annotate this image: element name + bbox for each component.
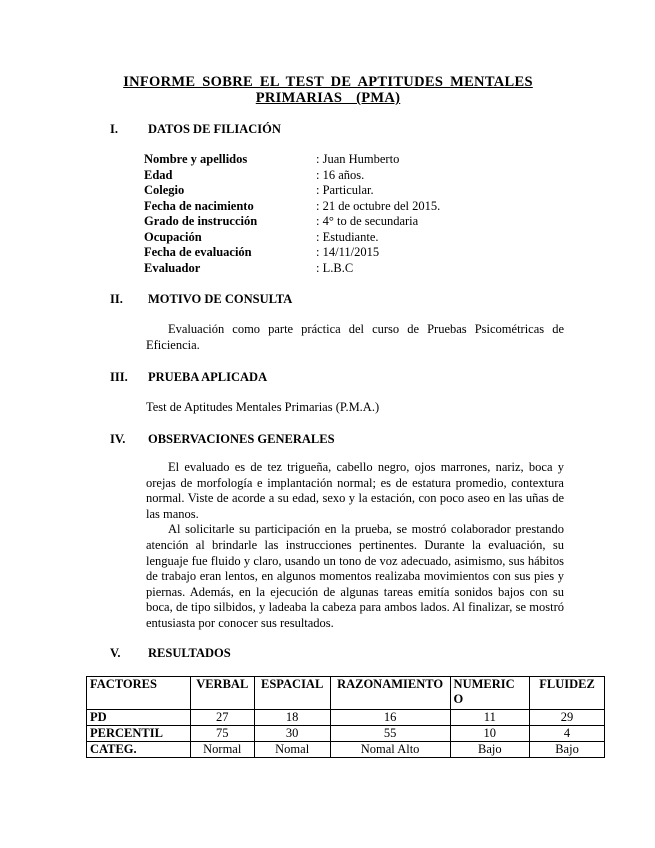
filiacion-value: : 16 años. <box>316 167 365 182</box>
header-factores: FACTORES <box>87 677 191 710</box>
results-table <box>86 676 605 758</box>
cell-value: 55 <box>330 726 450 742</box>
filiacion-label: Fecha de nacimiento <box>144 198 254 213</box>
cell-value: 29 <box>530 710 605 726</box>
cell-value: Nomal Alto <box>330 742 450 758</box>
section-title: OBSERVACIONES GENERALES <box>148 432 335 446</box>
section-heading-filiacion <box>110 122 281 137</box>
cell-value: 11 <box>450 710 530 726</box>
section-number: I. <box>110 122 118 136</box>
section-title: RESULTADOS <box>148 646 231 660</box>
cell-value: Bajo <box>530 742 605 758</box>
filiacion-label: Ocupación <box>144 229 202 244</box>
filiacion-label: Nombre y apellidos <box>144 152 248 166</box>
report-title <box>100 74 556 106</box>
report-title-line-1: INFORME SOBRE EL TEST DE APTITUDES MENTALES <box>123 74 533 90</box>
filiacion-value: : 4° to de secundaria <box>316 214 419 228</box>
section-number: V. <box>110 646 121 660</box>
row-label: PERCENTIL <box>87 726 191 742</box>
filiacion-row <box>144 199 440 215</box>
row-label: CATEG. <box>87 742 191 758</box>
observaciones-text <box>146 460 564 632</box>
filiacion-row <box>144 214 440 230</box>
motivo-paragraph: Evaluación como parte práctica del curso de Pruebas Psicométricas de Eficiencia. <box>146 322 564 352</box>
filiacion-row <box>144 152 440 168</box>
header-numerico: NUMERIC O <box>450 677 530 710</box>
filiacion-label: Colegio <box>144 183 185 197</box>
filiacion-value: : Estudiante. <box>316 229 379 244</box>
section-heading-resultados <box>110 646 231 661</box>
results-header-row <box>87 677 605 710</box>
table-row <box>87 710 605 726</box>
cell-value: 75 <box>190 726 254 742</box>
table-row <box>87 742 605 758</box>
filiacion-label: Evaluador <box>144 260 201 275</box>
filiacion-value: : Juan Humberto <box>316 152 400 166</box>
header-fluidez: FLUIDEZ <box>530 677 605 710</box>
filiacion-row <box>144 168 440 184</box>
section-number: II. <box>110 292 123 306</box>
section-title: DATOS DE FILIACIÓN <box>148 122 281 136</box>
filiacion-row <box>144 245 440 261</box>
cell-value: 30 <box>254 726 330 742</box>
section-title: PRUEBA APLICADA <box>148 370 268 384</box>
table-row <box>87 726 605 742</box>
header-razonamiento: RAZONAMIENTO <box>330 677 450 710</box>
section-title: MOTIVO DE CONSULTA <box>148 292 293 306</box>
section-heading-observaciones <box>110 432 335 447</box>
filiacion-list <box>144 152 440 276</box>
cell-value: 16 <box>330 710 450 726</box>
filiacion-value: : L.B.C <box>316 260 354 275</box>
report-title-line-2: PRIMARIAS (PMA) <box>255 90 401 106</box>
observaciones-paragraph-1: El evaluado es de tez trigueña, cabello negro, ojos marrones, nariz, boca y orejas de morfología e implantación normal; es de estatura promedio, contextura normal. Viste de acorde a su edad, sexo y la estación, con poco aseo en las uñas de las manos. <box>146 460 564 521</box>
filiacion-row <box>144 183 440 199</box>
section-heading-prueba <box>110 370 267 385</box>
cell-value: Bajo <box>450 742 530 758</box>
filiacion-value: : Particular. <box>316 183 374 197</box>
cell-value: 27 <box>190 710 254 726</box>
row-label: PD <box>87 710 191 726</box>
cell-value: Nomal <box>254 742 330 758</box>
cell-value: 4 <box>530 726 605 742</box>
prueba-paragraph: Test de Aptitudes Mentales Primarias (P.M.A.) <box>146 400 380 414</box>
header-espacial: ESPACIAL <box>254 677 330 710</box>
section-number: III. <box>110 370 128 384</box>
filiacion-value: : 21 de octubre del 2015. <box>316 198 441 213</box>
cell-value: 18 <box>254 710 330 726</box>
cell-value: 10 <box>450 726 530 742</box>
cell-value: Normal <box>190 742 254 758</box>
section-number: IV. <box>110 432 126 446</box>
observaciones-paragraph-2: Al solicitarle su participación en la prueba, se mostró colaborador prestando atención al brindarle las instrucciones pertinentes. Durante la evaluación, su lenguaje fue fluido y claro, usando un tono de voz adecuado, asimismo, sus hábitos de trabajo eran lentos, en algunos momentos realizaba movimientos con sus pies y piernas. Además, en la ejecución de algunas tareas emitía sonidos bajos con su boca, de tipo silbidos, y ladeaba la cabeza para ambos lados. Al finalizar, se mostró entusiasta por conocer sus resultados. <box>146 522 564 630</box>
filiacion-row <box>144 261 440 277</box>
filiacion-row <box>144 230 440 246</box>
filiacion-label: Edad <box>144 167 173 182</box>
filiacion-label: Grado de instrucción <box>144 214 258 228</box>
section-heading-motivo <box>110 292 292 307</box>
header-verbal: VERBAL <box>190 677 254 710</box>
filiacion-value: : 14/11/2015 <box>316 245 380 259</box>
filiacion-label: Fecha de evaluación <box>144 245 252 259</box>
